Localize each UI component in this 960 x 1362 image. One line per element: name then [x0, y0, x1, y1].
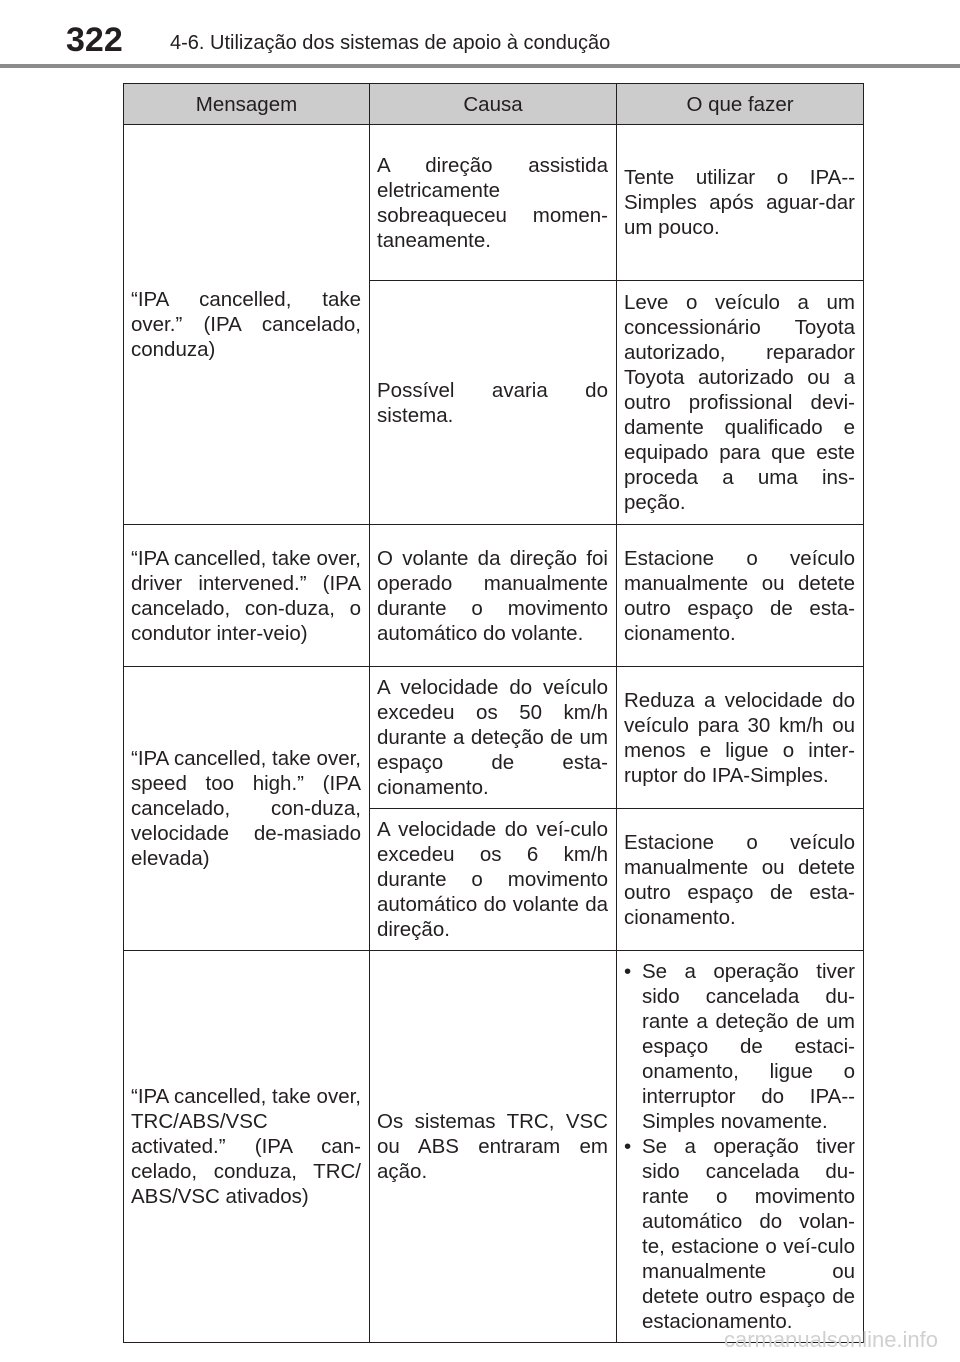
cause-cell: A direção assistida eletricamente sobreaqueceu momen-taneamente. [370, 125, 617, 281]
message-table [123, 83, 864, 1343]
bullet-dot-icon: • [624, 1135, 632, 1158]
page-number: 322 [66, 21, 123, 59]
column-header-mensagem: Mensagem [124, 84, 370, 125]
footer-watermark: carmanualsonline.info [724, 1327, 939, 1352]
table-header-row [124, 84, 864, 125]
cause-cell: O volante da direção foi operado manualmente durante o movimento automático do volante. [370, 525, 617, 667]
table-row [124, 667, 864, 809]
list-item [624, 1134, 855, 1334]
message-cell: “IPA cancelled, take over.” (IPA cancelado, conduza) [124, 125, 370, 525]
action-cell: Tente utilizar o IPA--Simples após aguar-dar um pouco. [617, 125, 864, 281]
cause-cell: A velocidade do veí-culo excedeu os 6 km/h durante o movimento automático do volante da direção. [370, 809, 617, 951]
section-title: 4-6. Utilização dos sistemas de apoio à condução [170, 32, 611, 54]
bullet-text: Se a operação tiver sido cancelada du-rante a deteção de um espaço de estaci-onamento, ligue o interruptor do IPA--Simples novamente. [642, 960, 855, 1133]
bullet-dot-icon: • [624, 960, 632, 983]
action-cell: Leve o veículo a um concessionário Toyota autorizado, reparador Toyota autorizado ou a outro profissional devi-damente qualificado e equipado para que este proceda a uma ins-peção. [617, 281, 864, 525]
message-cell: “IPA cancelled, take over, driver intervened.” (IPA cancelado, con-duza, o condutor inter-veio) [124, 525, 370, 667]
action-cell: Reduza a velocidade do veículo para 30 km/h ou menos e ligue o inter-ruptor do IPA-Simples. [617, 667, 864, 809]
action-cell [617, 951, 864, 1343]
table-row [124, 951, 864, 1343]
cause-cell: Possível avaria do sistema. [370, 281, 617, 525]
table-row [124, 125, 864, 281]
list-item [624, 959, 855, 1134]
header-rule [0, 64, 960, 68]
message-cell: “IPA cancelled, take over, speed too high.” (IPA cancelado, con-duza, velocidade de-masiado elevada) [124, 667, 370, 951]
table-row [124, 525, 864, 667]
cause-cell: A velocidade do veículo excedeu os 50 km/h durante a deteção de um espaço de esta-cionamento. [370, 667, 617, 809]
action-cell: Estacione o veículo manualmente ou detete outro espaço de esta-cionamento. [617, 809, 864, 951]
bullet-text: Se a operação tiver sido cancelada du-rante o movimento automático do volan-te, estacione o veí-culo manualmente ou detete outro espaço de estacionamento. [642, 1135, 855, 1333]
message-cell: “IPA cancelled, take over, TRC/ABS/VSC activated.” (IPA can-celado, conduza, TRC/ ABS/VSC ativados) [124, 951, 370, 1343]
action-bullet-list [624, 959, 855, 1334]
column-header-causa: Causa [370, 84, 617, 125]
column-header-o-que-fazer: O que fazer [617, 84, 864, 125]
action-cell: Estacione o veículo manualmente ou detete outro espaço de esta-cionamento. [617, 525, 864, 667]
cause-cell: Os sistemas TRC, VSC ou ABS entraram em ação. [370, 951, 617, 1343]
